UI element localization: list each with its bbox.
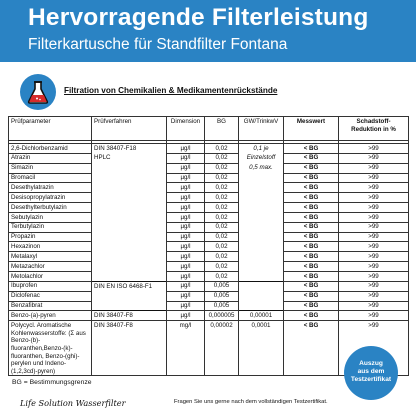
cell-measured: < BG [284, 193, 339, 203]
cell-measured: < BG [284, 271, 339, 281]
cell-reduction: >99 [339, 281, 409, 291]
cell-limit [239, 271, 284, 281]
cell-method: HPLC [92, 153, 167, 163]
cell-parameter: Propazin [9, 232, 92, 242]
table-row [9, 222, 409, 232]
table-row [9, 262, 409, 272]
cell-dimension: µg/l [167, 271, 205, 281]
header-reduction: Schadstoff- Reduktion in % [339, 117, 409, 141]
cell-method [92, 203, 167, 213]
table-row [9, 232, 409, 242]
cell-measured: < BG [284, 212, 339, 222]
results-table [8, 116, 409, 376]
table-row [9, 183, 409, 193]
cell-method: DIN EN ISO 6468-F1 [92, 281, 167, 291]
cell-method [92, 212, 167, 222]
header-limit: GW/TrinkwV [239, 117, 284, 141]
cell-bg: 0,005 [205, 281, 239, 291]
cell-bg: 0,02 [205, 262, 239, 272]
cell-measured: < BG [284, 311, 339, 321]
cell-parameter: Metazachlor [9, 262, 92, 272]
cell-reduction: >99 [339, 291, 409, 301]
cell-reduction: >99 [339, 301, 409, 311]
footnote: BG = Bestimmungsgrenze [12, 379, 92, 386]
cell-dimension: µg/l [167, 252, 205, 262]
cell-bg: 0,00002 [205, 321, 239, 376]
cell-limit: Einzelstoff [239, 153, 284, 163]
cell-parameter: Hexazinon [9, 242, 92, 252]
cell-dimension: µg/l [167, 193, 205, 203]
cell-dimension: µg/l [167, 242, 205, 252]
page-subtitle: Filterkartusche für Standfilter Fontana [28, 36, 288, 53]
cell-dimension: mg/l [167, 321, 205, 376]
cell-method [92, 252, 167, 262]
cell-dimension: µg/l [167, 153, 205, 163]
cell-reduction: >99 [339, 203, 409, 213]
cell-reduction: >99 [339, 163, 409, 173]
cell-measured: < BG [284, 163, 339, 173]
cell-method [92, 193, 167, 203]
cell-dimension: µg/l [167, 144, 205, 154]
cell-method [92, 173, 167, 183]
cell-parameter: Bromacil [9, 173, 92, 183]
cell-parameter: Metolachlor [9, 271, 92, 281]
table-row [9, 242, 409, 252]
cell-method [92, 262, 167, 272]
cell-bg: 0,02 [205, 242, 239, 252]
table-row [9, 163, 409, 173]
cell-reduction: >99 [339, 144, 409, 154]
cell-bg: 0,02 [205, 163, 239, 173]
cell-limit [239, 281, 284, 291]
cell-limit [239, 301, 284, 311]
header-measured: Messwert [284, 117, 339, 141]
table-row [9, 173, 409, 183]
cell-method: DIN 38407-F8 [92, 321, 167, 376]
cell-limit [239, 173, 284, 183]
cell-limit: 0,5 max. [239, 163, 284, 173]
header-banner [0, 0, 416, 62]
badge-line: aus dem [357, 368, 385, 375]
cell-bg: 0,02 [205, 252, 239, 262]
cell-parameter: Terbutylazin [9, 222, 92, 232]
cell-bg: 0,02 [205, 222, 239, 232]
cell-measured: < BG [284, 291, 339, 301]
cell-reduction: >99 [339, 153, 409, 163]
header-bg: BG [205, 117, 239, 141]
cell-reduction: >99 [339, 262, 409, 272]
cell-parameter: Benzo-(a)-pyren [9, 311, 92, 321]
badge-line: Testzertifikat [350, 376, 392, 383]
table-row [9, 311, 409, 321]
cell-reduction: >99 [339, 173, 409, 183]
cell-reduction: >99 [339, 311, 409, 321]
cell-bg: 0,02 [205, 183, 239, 193]
badge-line: Auszug [359, 360, 383, 367]
cell-measured: < BG [284, 301, 339, 311]
cell-dimension: µg/l [167, 291, 205, 301]
table-row [9, 193, 409, 203]
cell-parameter: Polycycl. Aromatische Kohlenwasserstoffe: (Σ aus Benzo-(b)-fluoranthen,Benzo-(k)-fluoranthen, Benzo-(ghi)-perylen und Indeno-(1,2,3cd)-pyren) [9, 321, 92, 376]
cell-method [92, 301, 167, 311]
cell-method: DIN 38407-F8 [92, 311, 167, 321]
cell-parameter: Sebutylazin [9, 212, 92, 222]
cell-measured: < BG [284, 232, 339, 242]
cell-measured: < BG [284, 144, 339, 154]
certificate-badge [344, 346, 398, 400]
cell-measured: < BG [284, 222, 339, 232]
cell-measured: < BG [284, 252, 339, 262]
cell-method [92, 163, 167, 173]
cell-parameter: 2,6-Dichlorbenzamid [9, 144, 92, 154]
cell-reduction: >99 [339, 212, 409, 222]
cell-limit: 0,0001 [239, 321, 284, 376]
cell-limit: 0,1 je [239, 144, 284, 154]
cell-measured: < BG [284, 203, 339, 213]
cell-dimension: µg/l [167, 173, 205, 183]
table-row [9, 153, 409, 163]
flask-icon [20, 74, 56, 110]
cell-bg: 0,02 [205, 173, 239, 183]
cell-dimension: µg/l [167, 311, 205, 321]
table-row [9, 271, 409, 281]
cell-reduction: >99 [339, 183, 409, 193]
cell-limit [239, 183, 284, 193]
cell-bg: 0,02 [205, 193, 239, 203]
cell-dimension: µg/l [167, 262, 205, 272]
cell-parameter: Desethylterbutylazin [9, 203, 92, 213]
cell-dimension: µg/l [167, 222, 205, 232]
cell-bg: 0,02 [205, 153, 239, 163]
table-row [9, 252, 409, 262]
cell-parameter: Desethylatrazin [9, 183, 92, 193]
table-row [9, 203, 409, 213]
cell-dimension: µg/l [167, 203, 205, 213]
cell-bg: 0,005 [205, 291, 239, 301]
cell-reduction: >99 [339, 222, 409, 232]
cell-measured: < BG [284, 153, 339, 163]
cell-parameter: Ibuprofen [9, 281, 92, 291]
cell-bg: 0,02 [205, 232, 239, 242]
cell-dimension: µg/l [167, 301, 205, 311]
table-row [9, 212, 409, 222]
cell-limit [239, 212, 284, 222]
cell-measured: < BG [284, 242, 339, 252]
section-title: Filtration von Chemikalien & Medikamentenrückstände [64, 86, 278, 95]
cell-bg: 0,02 [205, 144, 239, 154]
cell-dimension: µg/l [167, 183, 205, 193]
cell-reduction: >99 [339, 242, 409, 252]
cell-dimension: µg/l [167, 281, 205, 291]
header-parameter: Prüfparameter [9, 117, 92, 141]
cell-parameter: Diclofenac [9, 291, 92, 301]
cell-dimension: µg/l [167, 212, 205, 222]
cell-limit [239, 252, 284, 262]
header-dimension: Dimension [167, 117, 205, 141]
cell-parameter: Simazin [9, 163, 92, 173]
cell-measured: < BG [284, 262, 339, 272]
cell-method [92, 242, 167, 252]
cell-bg: 0,02 [205, 271, 239, 281]
cell-measured: < BG [284, 281, 339, 291]
cell-limit [239, 242, 284, 252]
table-header-row [9, 117, 409, 141]
cell-parameter: Benzafibrat [9, 301, 92, 311]
cell-measured: < BG [284, 173, 339, 183]
cell-measured: < BG [284, 183, 339, 193]
cell-reduction: >99 [339, 252, 409, 262]
cell-limit [239, 291, 284, 301]
certificate-note: Fragen Sie uns gerne nach dem vollständigen Testzertifikat. [174, 399, 328, 405]
cell-parameter: Desisopropylatrazin [9, 193, 92, 203]
cell-parameter: Metalaxyl [9, 252, 92, 262]
page-title: Hervorragende Filterleistung [28, 4, 369, 31]
cell-reduction: >99 [339, 271, 409, 281]
cell-bg: 0,02 [205, 212, 239, 222]
cell-bg: 0,005 [205, 301, 239, 311]
table-row [9, 291, 409, 301]
table-row [9, 144, 409, 154]
cell-limit [239, 222, 284, 232]
cell-reduction: >99 [339, 232, 409, 242]
cell-limit [239, 262, 284, 272]
cell-limit [239, 232, 284, 242]
table-row [9, 301, 409, 311]
cell-method [92, 183, 167, 193]
cell-dimension: µg/l [167, 232, 205, 242]
cell-dimension: µg/l [167, 163, 205, 173]
header-method: Prüfverfahren [92, 117, 167, 141]
table-row [9, 281, 409, 291]
cell-limit: 0,00001 [239, 311, 284, 321]
cell-limit [239, 203, 284, 213]
cell-method [92, 271, 167, 281]
brand-name: Life Solution Wasserfilter [20, 398, 126, 408]
cell-parameter: Atrazin [9, 153, 92, 163]
cell-reduction: >99 [339, 321, 409, 376]
cell-bg: 0,02 [205, 203, 239, 213]
cell-reduction: >99 [339, 193, 409, 203]
cell-measured: < BG [284, 321, 339, 376]
cell-limit [239, 193, 284, 203]
cell-method [92, 232, 167, 242]
cell-bg: 0,000005 [205, 311, 239, 321]
cell-method: DIN 38407-F18 [92, 144, 167, 154]
cell-method [92, 291, 167, 301]
cell-method [92, 222, 167, 232]
